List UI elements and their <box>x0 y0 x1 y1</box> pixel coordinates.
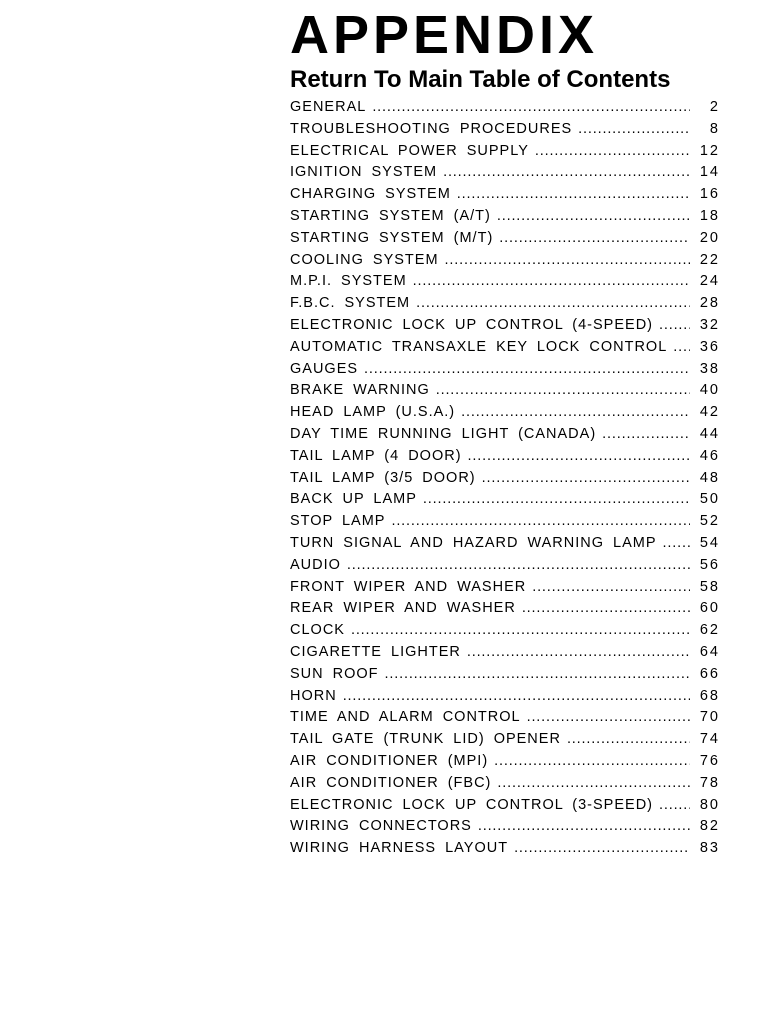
toc-entry[interactable] <box>290 143 720 165</box>
toc-entry-page-number: 44 <box>699 425 720 442</box>
toc-entry-page-number: 74 <box>699 731 720 748</box>
toc-entry-page-number: 2 <box>709 99 720 115</box>
toc-entry-page-number: 80 <box>699 796 720 813</box>
dot-leader <box>372 99 690 115</box>
page-title: APPENDIX <box>290 5 599 65</box>
toc-entry[interactable] <box>290 230 720 252</box>
toc-entry-label: ELECTRICAL POWER SUPPLY <box>290 142 529 159</box>
toc-entry-label: TAIL LAMP (3/5 DOOR) <box>290 469 476 486</box>
toc-entry[interactable] <box>290 470 720 492</box>
toc-entry-page-number: 60 <box>699 600 720 617</box>
toc-entry[interactable] <box>290 208 720 230</box>
toc-entry-label: HEAD LAMP (U.S.A.) <box>290 404 456 421</box>
toc-entry[interactable] <box>290 622 720 644</box>
toc-entry-page-number: 12 <box>699 142 720 159</box>
dot-leader <box>423 491 690 507</box>
toc-entry[interactable] <box>290 688 720 710</box>
toc-entry[interactable] <box>290 753 720 775</box>
return-to-main-toc-link[interactable]: Return To Main Table of Contents <box>290 66 671 93</box>
toc-entry[interactable] <box>290 731 720 753</box>
toc-entry-page-number: 76 <box>699 752 720 769</box>
toc-entry-page-number: 20 <box>699 229 720 246</box>
dot-leader <box>443 164 690 180</box>
toc-entry-page-number: 32 <box>699 316 720 333</box>
toc-entry[interactable] <box>290 295 720 317</box>
toc-entry-label: STOP LAMP <box>290 513 386 530</box>
toc-entry-label: TURN SIGNAL AND HAZARD WARNING LAMP <box>290 534 657 551</box>
dot-leader <box>578 121 690 137</box>
toc-entry-page-number: 28 <box>699 295 720 312</box>
dot-leader <box>351 622 690 638</box>
toc-entry-label: TAIL GATE (TRUNK LID) OPENER <box>290 731 561 748</box>
toc-entry-page-number: 64 <box>699 643 720 660</box>
toc-entry-page-number: 52 <box>699 513 720 530</box>
toc-entry-label: WIRING HARNESS LAYOUT <box>290 840 509 857</box>
toc-entry[interactable] <box>290 535 720 557</box>
toc-entry[interactable] <box>290 448 720 470</box>
dot-leader <box>532 579 690 595</box>
dot-leader <box>527 709 690 725</box>
toc-entry[interactable] <box>290 252 720 274</box>
toc-entry[interactable] <box>290 579 720 601</box>
table-of-contents <box>290 99 720 862</box>
dot-leader <box>659 797 690 813</box>
toc-entry[interactable] <box>290 840 720 862</box>
toc-entry-page-number: 50 <box>699 491 720 508</box>
toc-entry-page-number: 14 <box>699 164 720 181</box>
toc-entry-label: ELECTRONIC LOCK UP CONTROL (4-SPEED) <box>290 316 653 333</box>
toc-entry[interactable] <box>290 513 720 535</box>
dot-leader <box>499 230 690 246</box>
dot-leader <box>347 557 690 573</box>
appendix-page <box>290 6 720 862</box>
toc-entry[interactable] <box>290 164 720 186</box>
dot-leader <box>416 295 690 311</box>
toc-entry-label: STARTING SYSTEM (M/T) <box>290 229 494 246</box>
toc-entry[interactable] <box>290 382 720 404</box>
dot-leader <box>436 382 690 398</box>
toc-entry-label: TROUBLESHOOTING PROCEDURES <box>290 120 573 137</box>
dot-leader <box>478 818 690 834</box>
toc-entry-label: ELECTRONIC LOCK UP CONTROL (3-SPEED) <box>290 796 653 813</box>
toc-entry-page-number: 54 <box>699 534 720 551</box>
dot-leader <box>364 361 690 377</box>
dot-leader <box>673 339 690 355</box>
toc-entry[interactable] <box>290 666 720 688</box>
toc-entry-page-number: 70 <box>699 709 720 726</box>
toc-entry[interactable] <box>290 775 720 797</box>
toc-entry-label: FRONT WIPER AND WASHER <box>290 578 527 595</box>
dot-leader <box>602 426 690 442</box>
toc-entry[interactable] <box>290 317 720 339</box>
toc-entry[interactable] <box>290 361 720 383</box>
dot-leader <box>494 753 690 769</box>
toc-entry-page-number: 62 <box>699 622 720 639</box>
dot-leader <box>535 143 690 159</box>
toc-entry-page-number: 46 <box>699 447 720 464</box>
dot-leader <box>385 666 690 682</box>
toc-entry-label: STARTING SYSTEM (A/T) <box>290 207 491 224</box>
toc-entry[interactable] <box>290 644 720 666</box>
dot-leader <box>497 208 690 224</box>
toc-entry-label: WIRING CONNECTORS <box>290 818 472 835</box>
toc-entry-page-number: 36 <box>699 338 720 355</box>
dot-leader <box>468 448 690 464</box>
toc-entry-label: F.B.C. SYSTEM <box>290 295 411 312</box>
toc-entry-page-number: 24 <box>699 273 720 290</box>
toc-entry-page-number: 56 <box>699 556 720 573</box>
toc-entry[interactable] <box>290 797 720 819</box>
toc-entry[interactable] <box>290 186 720 208</box>
toc-entry-label: AUDIO <box>290 556 341 573</box>
toc-entry-page-number: 22 <box>699 251 720 268</box>
toc-entry-page-number: 48 <box>699 469 720 486</box>
toc-entry-label: HORN <box>290 687 337 704</box>
toc-entry-page-number: 38 <box>699 360 720 377</box>
dot-leader <box>391 513 690 529</box>
toc-entry-page-number: 82 <box>699 818 720 835</box>
dot-leader <box>659 317 690 333</box>
toc-entry-label: COOLING SYSTEM <box>290 251 439 268</box>
toc-entry-page-number: 16 <box>699 186 720 203</box>
dot-leader <box>567 731 690 747</box>
dot-leader <box>467 644 690 660</box>
toc-entry[interactable] <box>290 273 720 295</box>
toc-entry-label: GAUGES <box>290 360 359 377</box>
toc-entry-page-number: 68 <box>699 687 720 704</box>
toc-entry[interactable] <box>290 557 720 579</box>
toc-entry-page-number: 18 <box>699 207 720 224</box>
toc-entry-label: M.P.I. SYSTEM <box>290 273 407 290</box>
toc-entry-label: CHARGING SYSTEM <box>290 186 451 203</box>
toc-entry[interactable] <box>290 491 720 513</box>
toc-entry[interactable] <box>290 600 720 622</box>
toc-entry-label: DAY TIME RUNNING LIGHT (CANADA) <box>290 425 597 442</box>
toc-entry-page-number: 8 <box>709 120 720 137</box>
dot-leader <box>461 404 690 420</box>
dot-leader <box>457 186 690 202</box>
dot-leader <box>482 470 690 486</box>
toc-entry-page-number: 83 <box>699 840 720 857</box>
toc-entry[interactable] <box>290 339 720 361</box>
toc-entry-label: BRAKE WARNING <box>290 382 430 399</box>
toc-entry-label: AUTOMATIC TRANSAXLE KEY LOCK CONTROL <box>290 338 668 355</box>
dot-leader <box>522 600 690 616</box>
toc-entry-label: AIR CONDITIONER (MPI) <box>290 752 489 769</box>
toc-entry-page-number: 78 <box>699 774 720 791</box>
toc-entry-label: BACK UP LAMP <box>290 491 417 508</box>
dot-leader <box>497 775 690 791</box>
toc-entry[interactable] <box>290 818 720 840</box>
toc-entry-label: CIGARETTE LIGHTER <box>290 643 461 660</box>
toc-entry-label: SUN ROOF <box>290 665 379 682</box>
toc-entry-label: TAIL LAMP (4 DOOR) <box>290 447 462 464</box>
toc-entry-page-number: 40 <box>699 382 720 399</box>
toc-entry-label: AIR CONDITIONER (FBC) <box>290 774 492 791</box>
toc-entry[interactable] <box>290 121 720 143</box>
toc-entry-label: REAR WIPER AND WASHER <box>290 600 516 617</box>
toc-entry-page-number: 42 <box>699 404 720 421</box>
toc-entry[interactable] <box>290 404 720 426</box>
dot-leader <box>514 840 690 856</box>
toc-entry-label: GENERAL <box>290 99 367 115</box>
toc-entry-label: IGNITION SYSTEM <box>290 164 438 181</box>
dot-leader <box>343 688 690 704</box>
toc-entry[interactable] <box>290 426 720 448</box>
toc-entry-page-number: 58 <box>699 578 720 595</box>
dot-leader <box>413 273 690 289</box>
dot-leader <box>445 252 690 268</box>
toc-entry-label: TIME AND ALARM CONTROL <box>290 709 521 726</box>
toc-entry[interactable] <box>290 99 720 121</box>
dot-leader <box>663 535 690 551</box>
toc-entry[interactable] <box>290 709 720 731</box>
toc-entry-page-number: 66 <box>699 665 720 682</box>
toc-entry-label: CLOCK <box>290 622 345 639</box>
